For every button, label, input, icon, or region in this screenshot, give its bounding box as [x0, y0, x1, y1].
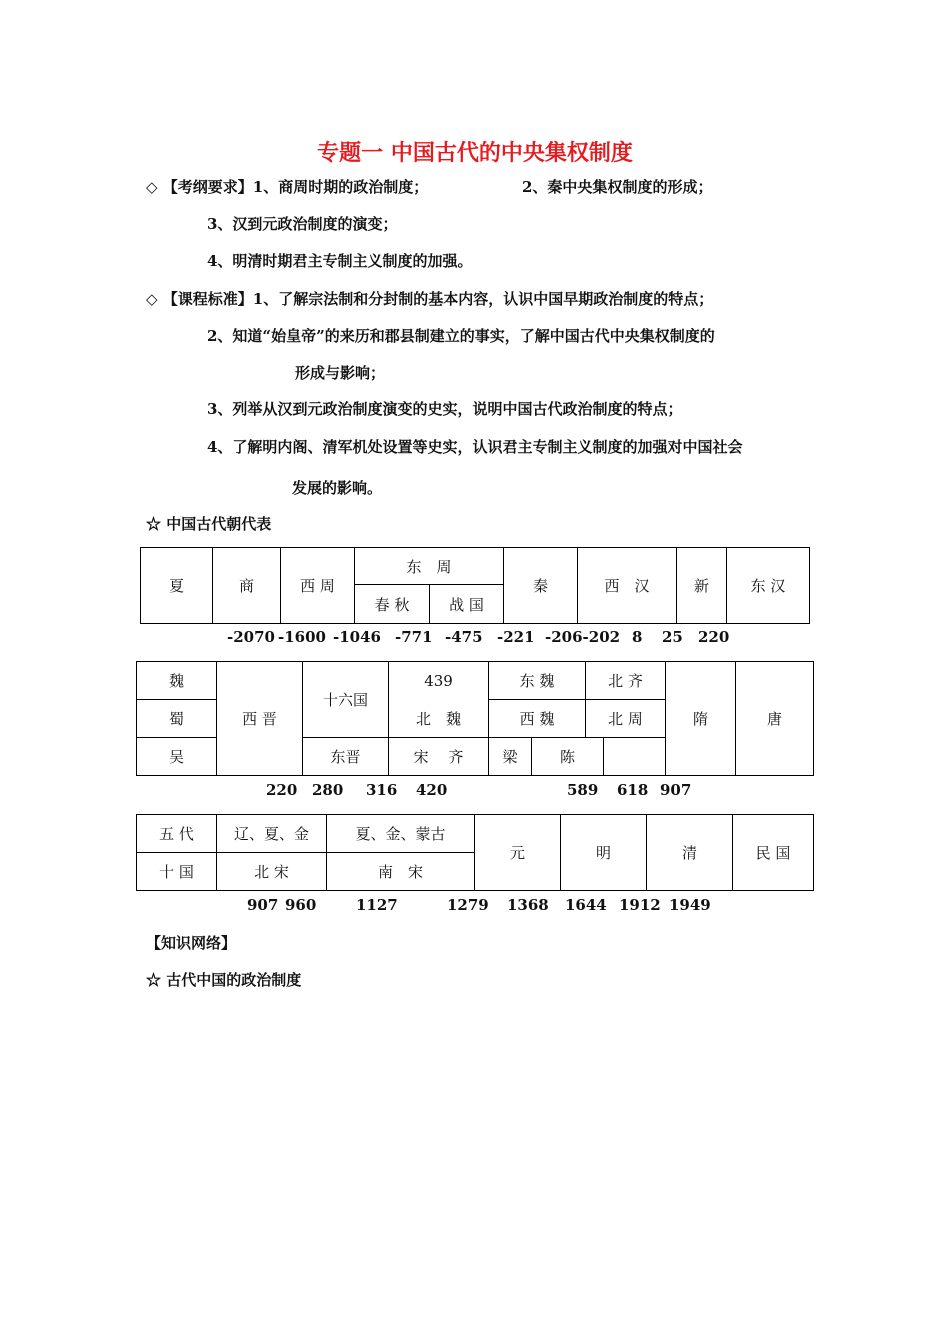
- dynasty-table-3: [136, 814, 814, 891]
- year-label: -206-202: [545, 628, 621, 646]
- cell-liang: 梁: [489, 738, 532, 776]
- cell-xin: 新: [677, 548, 727, 624]
- cell-wu: 吴: [137, 738, 217, 776]
- cell-western-han: 西 汉: [578, 548, 677, 624]
- cell-western-zhou: 西 周: [281, 548, 355, 624]
- knowledge-network-heading: 【知识网络】: [146, 934, 237, 952]
- exam-requirement-2: 2、秦中央集权制度的形成；: [522, 178, 713, 196]
- cell-western-wei: 西 魏: [489, 700, 586, 738]
- page-title: 专题一 中国古代的中央集权制度: [317, 141, 633, 166]
- year-label: -1600: [278, 628, 326, 646]
- cell-southern-song: 南 宋: [327, 853, 475, 891]
- cell-song-qi: 宋 齐: [389, 738, 489, 776]
- cell-northern-qi: 北 齐: [586, 662, 666, 700]
- cell-ming: 明: [561, 815, 647, 891]
- year-label: 280: [312, 781, 344, 799]
- cell-eastern-zhou: 东 周: [355, 548, 504, 585]
- year-label: 907: [660, 781, 692, 799]
- cell-spring-autumn: 春 秋: [355, 585, 430, 624]
- cell-chen: 陈: [532, 738, 604, 776]
- year-label: -221: [497, 628, 535, 646]
- year-label: 960: [285, 896, 317, 914]
- year-label: 1912: [619, 896, 661, 914]
- year-label: 8: [632, 628, 643, 646]
- years-row-2: [0, 781, 950, 801]
- cell-five-dynasties: 五 代: [137, 815, 217, 853]
- year-label: -1046: [333, 628, 381, 646]
- exam-requirement-4: 4、明清时期君主专制主义制度的加强。: [207, 252, 473, 270]
- course-standard-line: [146, 288, 713, 309]
- year-label: -2070: [227, 628, 275, 646]
- year-label: 618: [617, 781, 649, 799]
- cell-shang: 商: [213, 548, 281, 624]
- dynasty-table-1: [140, 547, 810, 624]
- cell-northern-song: 北 宋: [217, 853, 327, 891]
- year-label: 316: [366, 781, 398, 799]
- cell-eastern-han: 东 汉: [727, 548, 810, 624]
- year-label: 1368: [507, 896, 549, 914]
- exam-requirements-label: ◇ 【考纲要求】: [146, 178, 253, 196]
- year-label: 907: [247, 896, 279, 914]
- course-standard-1: 1、了解宗法制和分封制的基本内容，认识中国早期政治制度的特点；: [252, 290, 714, 308]
- year-label: -771: [395, 628, 433, 646]
- cell-eastern-jin: 东晋: [303, 738, 389, 776]
- exam-requirements-line: [146, 176, 428, 197]
- year-label: 220: [698, 628, 730, 646]
- course-standard-label: ◇ 【课程标准】: [146, 290, 253, 308]
- cell-eastern-wei: 东 魏: [489, 662, 586, 700]
- cell-shu: 蜀: [137, 700, 217, 738]
- cell-wei: 魏: [137, 662, 217, 700]
- course-standard-2a: 2、知道“始皇帝”的来历和郡县制建立的事实，了解中国古代中央集权制度的: [207, 327, 715, 345]
- year-label: -475: [445, 628, 483, 646]
- cell-439: 439: [389, 662, 489, 700]
- year-label: 420: [416, 781, 448, 799]
- cell-xia-jin-mongol: 夏、金、蒙古: [327, 815, 475, 853]
- year-label: 1644: [565, 896, 607, 914]
- cell-northern-wei: 北 魏: [389, 700, 489, 738]
- cell-republic: 民 国: [733, 815, 814, 891]
- year-label: 589: [567, 781, 599, 799]
- cell-empty: [604, 738, 666, 776]
- cell-tang: 唐: [736, 662, 814, 776]
- years-row-3: [0, 896, 950, 916]
- dynasty-table-2: [136, 661, 814, 776]
- exam-requirement-1: 1、商周时期的政治制度；: [252, 178, 429, 196]
- cell-qin: 秦: [504, 548, 578, 624]
- year-label: 1127: [356, 896, 398, 914]
- cell-northern-zhou: 北 周: [586, 700, 666, 738]
- cell-western-jin: 西 晋: [217, 662, 303, 776]
- cell-liao-xia-jin: 辽、夏、金: [217, 815, 327, 853]
- year-label: 25: [662, 628, 683, 646]
- course-standard-4a: 4、了解明内阁、清军机处设置等史实，认识君主专制主义制度的加强对中国社会: [207, 438, 743, 456]
- cell-yuan: 元: [475, 815, 561, 891]
- dynasty-table-heading: ☆ 中国古代朝代表: [146, 515, 272, 533]
- year-label: 1279: [447, 896, 489, 914]
- cell-xia: 夏: [141, 548, 213, 624]
- cell-warring-states: 战 国: [430, 585, 504, 624]
- cell-sui: 隋: [666, 662, 736, 776]
- year-label: 220: [266, 781, 298, 799]
- course-standard-4b: 发展的影响。: [292, 479, 383, 497]
- cell-qing: 清: [647, 815, 733, 891]
- cell-ten-kingdoms: 十 国: [137, 853, 217, 891]
- course-standard-3: 3、列举从汉到元政治制度演变的史实，说明中国古代政治制度的特点；: [207, 400, 683, 418]
- political-system-heading: ☆ 古代中国的政治制度: [146, 971, 302, 989]
- course-standard-2b: 形成与影响；: [295, 364, 386, 382]
- year-label: 1949: [669, 896, 711, 914]
- cell-sixteen-kingdoms: 十六国: [303, 662, 389, 738]
- years-row-1: [0, 628, 950, 648]
- exam-requirement-3: 3、汉到元政治制度的演变；: [207, 215, 398, 233]
